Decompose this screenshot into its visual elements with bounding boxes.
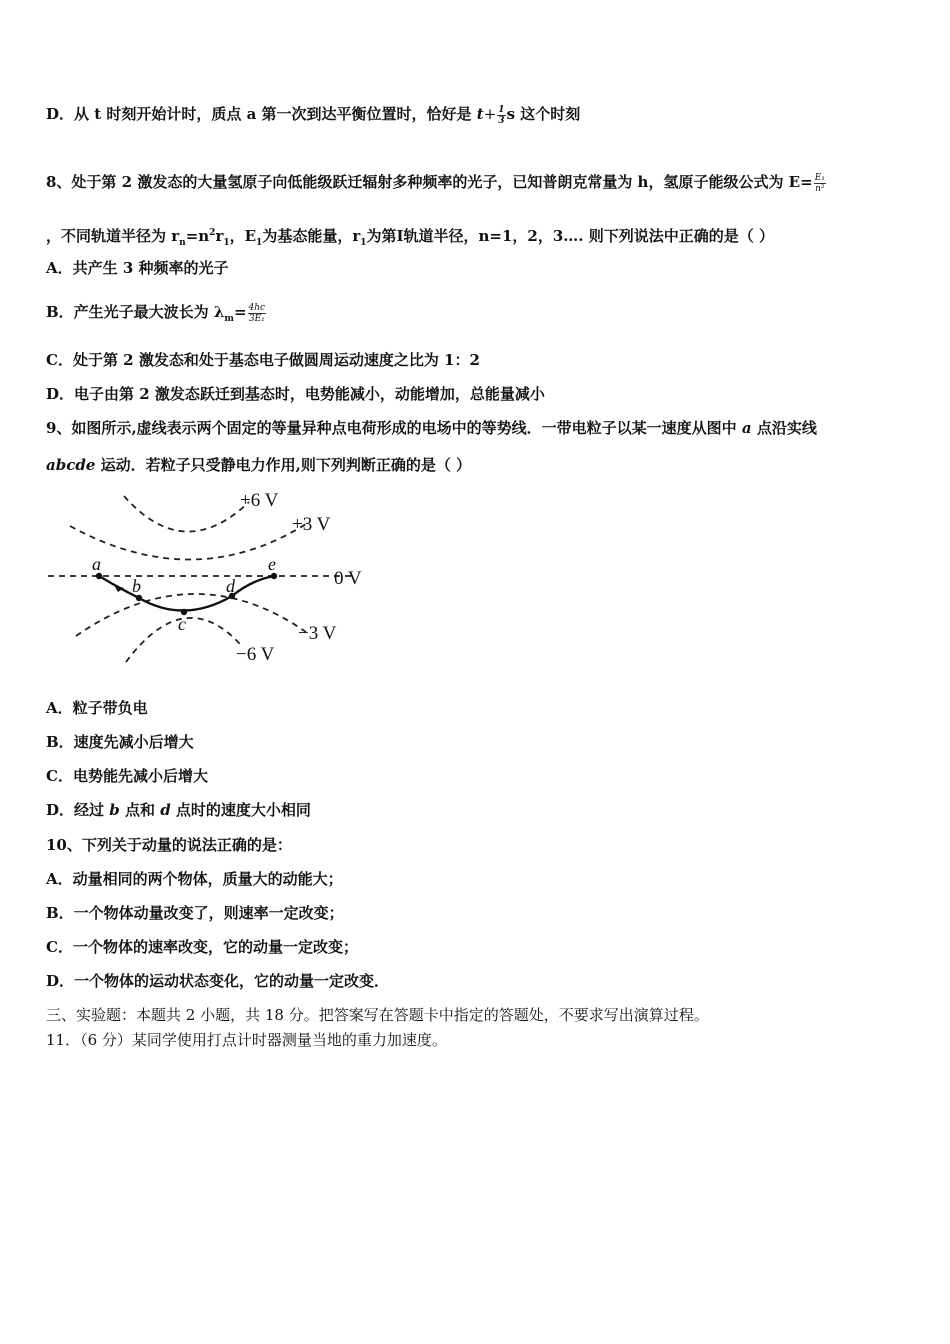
q10-option-a: A．动量相同的两个物体，质量大的动能大；: [46, 870, 343, 888]
q8-option-d: D．电子由第 2 激发态跃迁到基态时，电势能减小，动能增加，总能量减小: [46, 385, 545, 403]
label-plus6: +6 V: [240, 490, 279, 511]
equipotential-figure: [44, 484, 384, 674]
q8-option-b-text: B．产生光子最大波长为 λ: [46, 303, 225, 321]
section-3-heading: 三、实验题：本题共 2 小题，共 18 分。把答案写在答题卡中指定的答题处，不要求写出演算过程。: [46, 1006, 709, 1024]
q9-stem-line1: [46, 418, 817, 438]
q8-option-b-sub: m: [224, 314, 234, 324]
fraction-denominator: 3: [498, 115, 505, 126]
q10-option-c: C．一个物体的速率改变，它的动量一定改变；: [46, 938, 358, 956]
q9-stem-text: 9、如图所示,虚线表示两个固定的等量异种点电荷形成的电场中的等势线．一带电粒子以某一速度从图中: [46, 419, 742, 437]
label-minus3: −3 V: [298, 623, 337, 644]
q10-stem: 10、下列关于动量的说法正确的是：: [46, 836, 292, 854]
q9-option-a: A．粒子带负电: [46, 699, 148, 717]
q9-stem-line2: [46, 455, 471, 475]
q9-option-d-d: d: [160, 801, 171, 819]
q8-stem-text: 8、处于第 2 激发态的大量氢原子向低能级跃迁辐射多种频率的光子，已知普朗克常量为 h，氢原子能级公式为 E=: [46, 173, 813, 191]
q8-option-c: C．处于第 2 激发态和处于基态电子做圆周运动速度之比为 1：2: [46, 351, 480, 369]
label-e: e: [268, 554, 276, 574]
particle-trajectory: [99, 576, 274, 611]
q9-option-d-mid: 点和: [119, 801, 161, 819]
q8-line2-sub: n: [179, 238, 186, 248]
q8-line2-part: 为基态能量，r: [262, 227, 361, 245]
q9-option-d-post: 点时的速度大小相同: [170, 801, 311, 819]
q9-option-b: B．速度先减小后增大: [46, 733, 194, 751]
q9-option-d-text: D．经过: [46, 801, 110, 819]
q8-line2-sup: 2: [209, 228, 216, 238]
q8-line2-part: ，不同轨道半径为 r: [46, 227, 180, 245]
label-d: d: [226, 576, 235, 596]
q8-stem-line1: [46, 172, 827, 194]
q8-stem-line2: [46, 223, 774, 253]
label-zero: 0 V: [334, 568, 362, 589]
q7-option-d-text: D．从 t 时刻开始计时，质点 a 第一次到达平衡位置时，恰好是: [46, 105, 477, 123]
q8-line2-part: ，E: [229, 227, 257, 245]
fraction-numerator: E₁: [814, 172, 825, 183]
q8-line2-sub: 1: [360, 238, 367, 248]
q9-stem-text-end: 点沿实线: [751, 419, 817, 437]
q8-line2-sub: 1: [256, 238, 263, 248]
q10-option-d: D．一个物体的运动状态变化，它的动量一定改变．: [46, 972, 390, 990]
q7-option-d-plus: +: [483, 105, 497, 123]
q9-option-d: [46, 800, 311, 820]
q8-option-b-eq: =: [233, 303, 247, 321]
q7-option-d-post: s 这个时刻: [506, 105, 581, 123]
q9-option-c: C．电势能先减小后增大: [46, 767, 208, 785]
equipotential-plus6-line: [124, 496, 249, 532]
equipotential-minus3-line: [76, 594, 306, 636]
q9-stem-text-2: 运动．若粒子只受静电力作用,则下列判断正确的是（ ）: [95, 456, 472, 474]
q8-option-a: A．共产生 3 种频率的光子: [46, 259, 229, 277]
q7-option-d: [46, 104, 580, 126]
q8-line2-part: =n: [185, 227, 210, 245]
q8-line2-part: 为第Ⅰ轨道半径，n=1，2，3…. 则下列说法中正确的是（ ）: [366, 227, 774, 245]
label-plus3: +3 V: [292, 514, 331, 535]
q9-point-a: a: [741, 419, 752, 437]
q7-option-d-fraction: [497, 105, 505, 126]
fraction-denominator: n²: [815, 183, 825, 194]
label-b: b: [132, 576, 141, 596]
label-a: a: [92, 554, 101, 574]
trajectory-arrow: [114, 585, 124, 592]
q11-stem: 11．（6 分）某同学使用打点计时器测量当地的重力加速度。: [46, 1031, 447, 1049]
q9-path-abcde: abcde: [46, 456, 96, 474]
label-minus6: −6 V: [236, 644, 275, 665]
q9-option-d-b: b: [109, 801, 120, 819]
q7-option-d-t: t: [476, 105, 484, 123]
fraction-numerator: 4hc: [248, 302, 266, 313]
fraction-numerator: 1: [498, 104, 505, 115]
q8-line2-sub: 1: [223, 238, 230, 248]
q8-option-b: [46, 302, 267, 329]
q8-option-b-fraction: [248, 303, 267, 324]
q8-line2-part: r: [215, 227, 224, 245]
label-c: c: [178, 614, 186, 634]
q8-energy-formula: [814, 173, 826, 194]
q10-option-b: B．一个物体动量改变了，则速率一定改变；: [46, 904, 344, 922]
fraction-denominator: 3E₁: [248, 313, 265, 324]
